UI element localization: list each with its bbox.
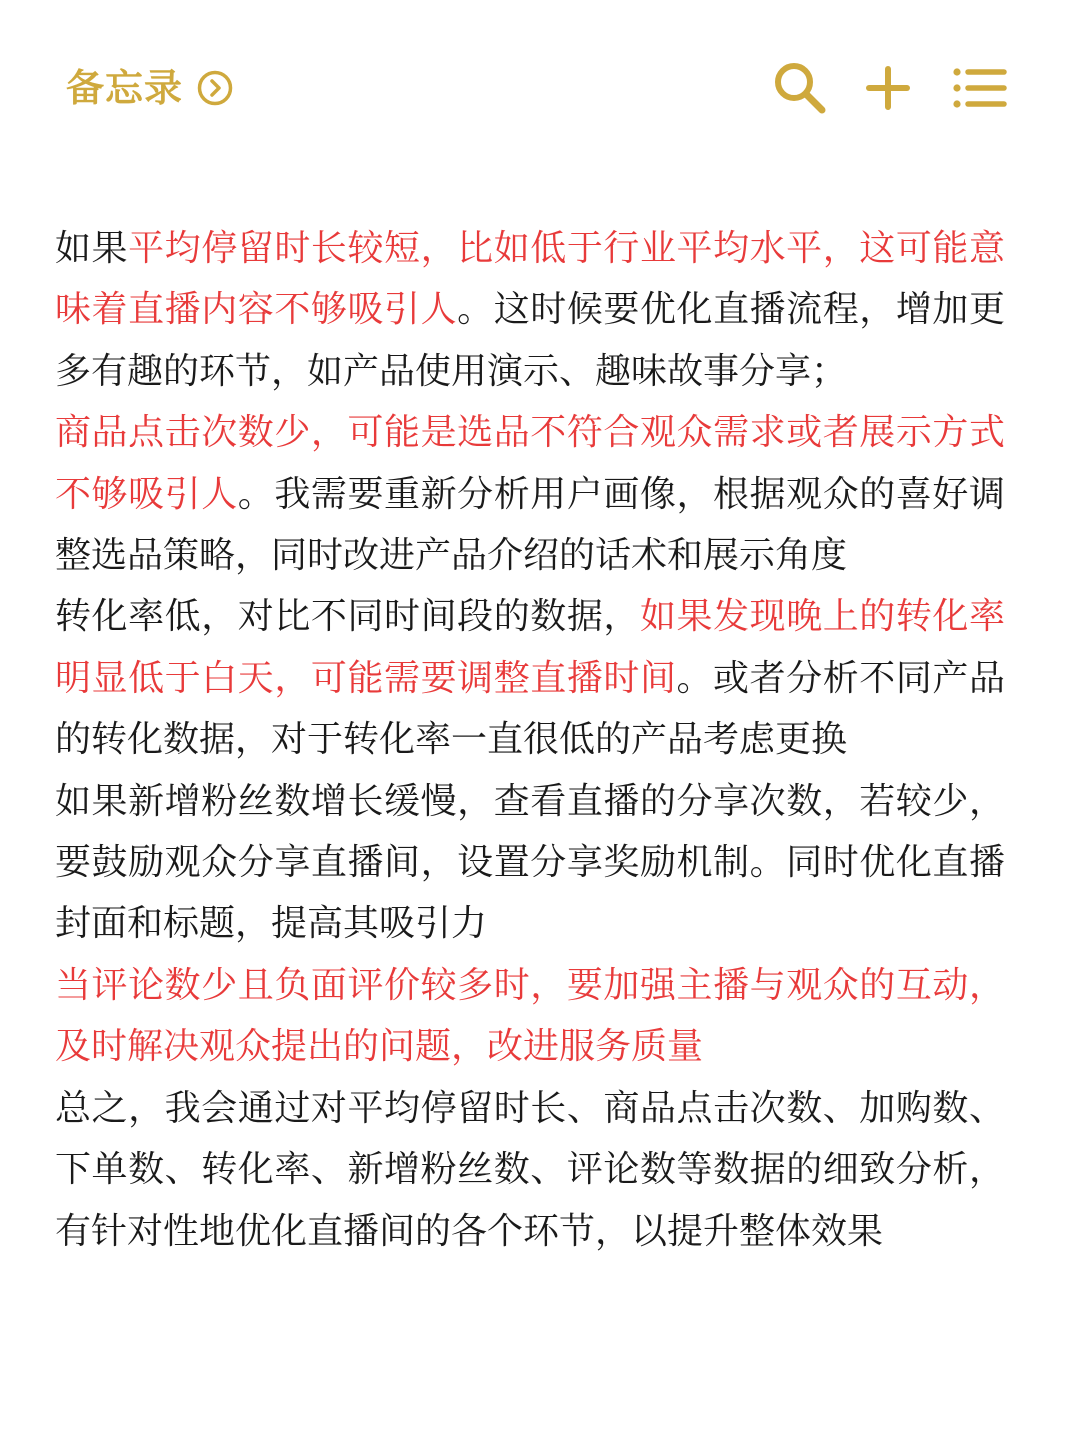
search-icon [770, 58, 830, 118]
note-paragraph-conversion-rate [55, 586, 1005, 770]
add-note-button[interactable] [858, 58, 918, 118]
note-paragraph-summary [55, 1078, 1005, 1262]
chevron-circle-icon [197, 70, 233, 106]
note-text: 转化率低，对比不同时间段的数据， [55, 596, 640, 638]
note-highlight: 当评论数少且负面评价较多时，要加强主播与观众的互动，及时解决观众提出的问题，改进服务质量 [55, 964, 1005, 1068]
note-text: 。我需要重新分析用户画像，根据观众的喜好调整选品策略，同时改进产品介绍的话术和展示角度 [55, 473, 1005, 577]
note-text: 。或者分析不同产品的转化数据，对于转化率一直很低的产品考虑更换 [55, 657, 1005, 761]
plus-icon [858, 58, 918, 118]
note-text: 总之，我会通过对平均停留时长、商品点击次数、加购数、下单数、转化率、新增粉丝数、评论数等数据的细致分析，有针对性地优化直播间的各个环节，以提升整体效果 [55, 1087, 1005, 1252]
note-paragraph-new-followers [55, 771, 1005, 955]
back-label: 备忘录 [66, 66, 184, 110]
back-to-notes-button[interactable] [66, 62, 233, 114]
note-body[interactable] [55, 218, 1005, 1262]
search-button[interactable] [770, 58, 830, 118]
top-bar [0, 0, 1080, 180]
note-paragraph-product-clicks [55, 402, 1005, 586]
note-text: 。这时候要优化直播流程，增加更多有趣的环节，如产品使用演示、趣味故事分享； [55, 289, 1005, 392]
note-paragraph-stay-duration [55, 218, 1005, 402]
note-highlight: 如果发现晚上的转化率明显低于白天，可能需要调整直播时间 [55, 596, 1005, 699]
note-text: 如果新增粉丝数增长缓慢，查看直播的分享次数，若较少，要鼓励观众分享直播间，设置分享奖励机制。同时优化直播封面和标题，提高其吸引力 [55, 780, 1005, 945]
note-highlight: 商品点击次数少，可能是选品不符合观众需求或者展示方式不够吸引人 [55, 412, 1005, 515]
note-highlight: 平均停留时长较短，比如低于行业平均水平，这可能意味着直播内容不够吸引人 [55, 228, 1005, 331]
note-text: 如果 [55, 228, 129, 269]
list-icon [948, 58, 1008, 118]
note-paragraph-comments [55, 955, 1005, 1078]
more-options-button[interactable] [948, 58, 1008, 118]
